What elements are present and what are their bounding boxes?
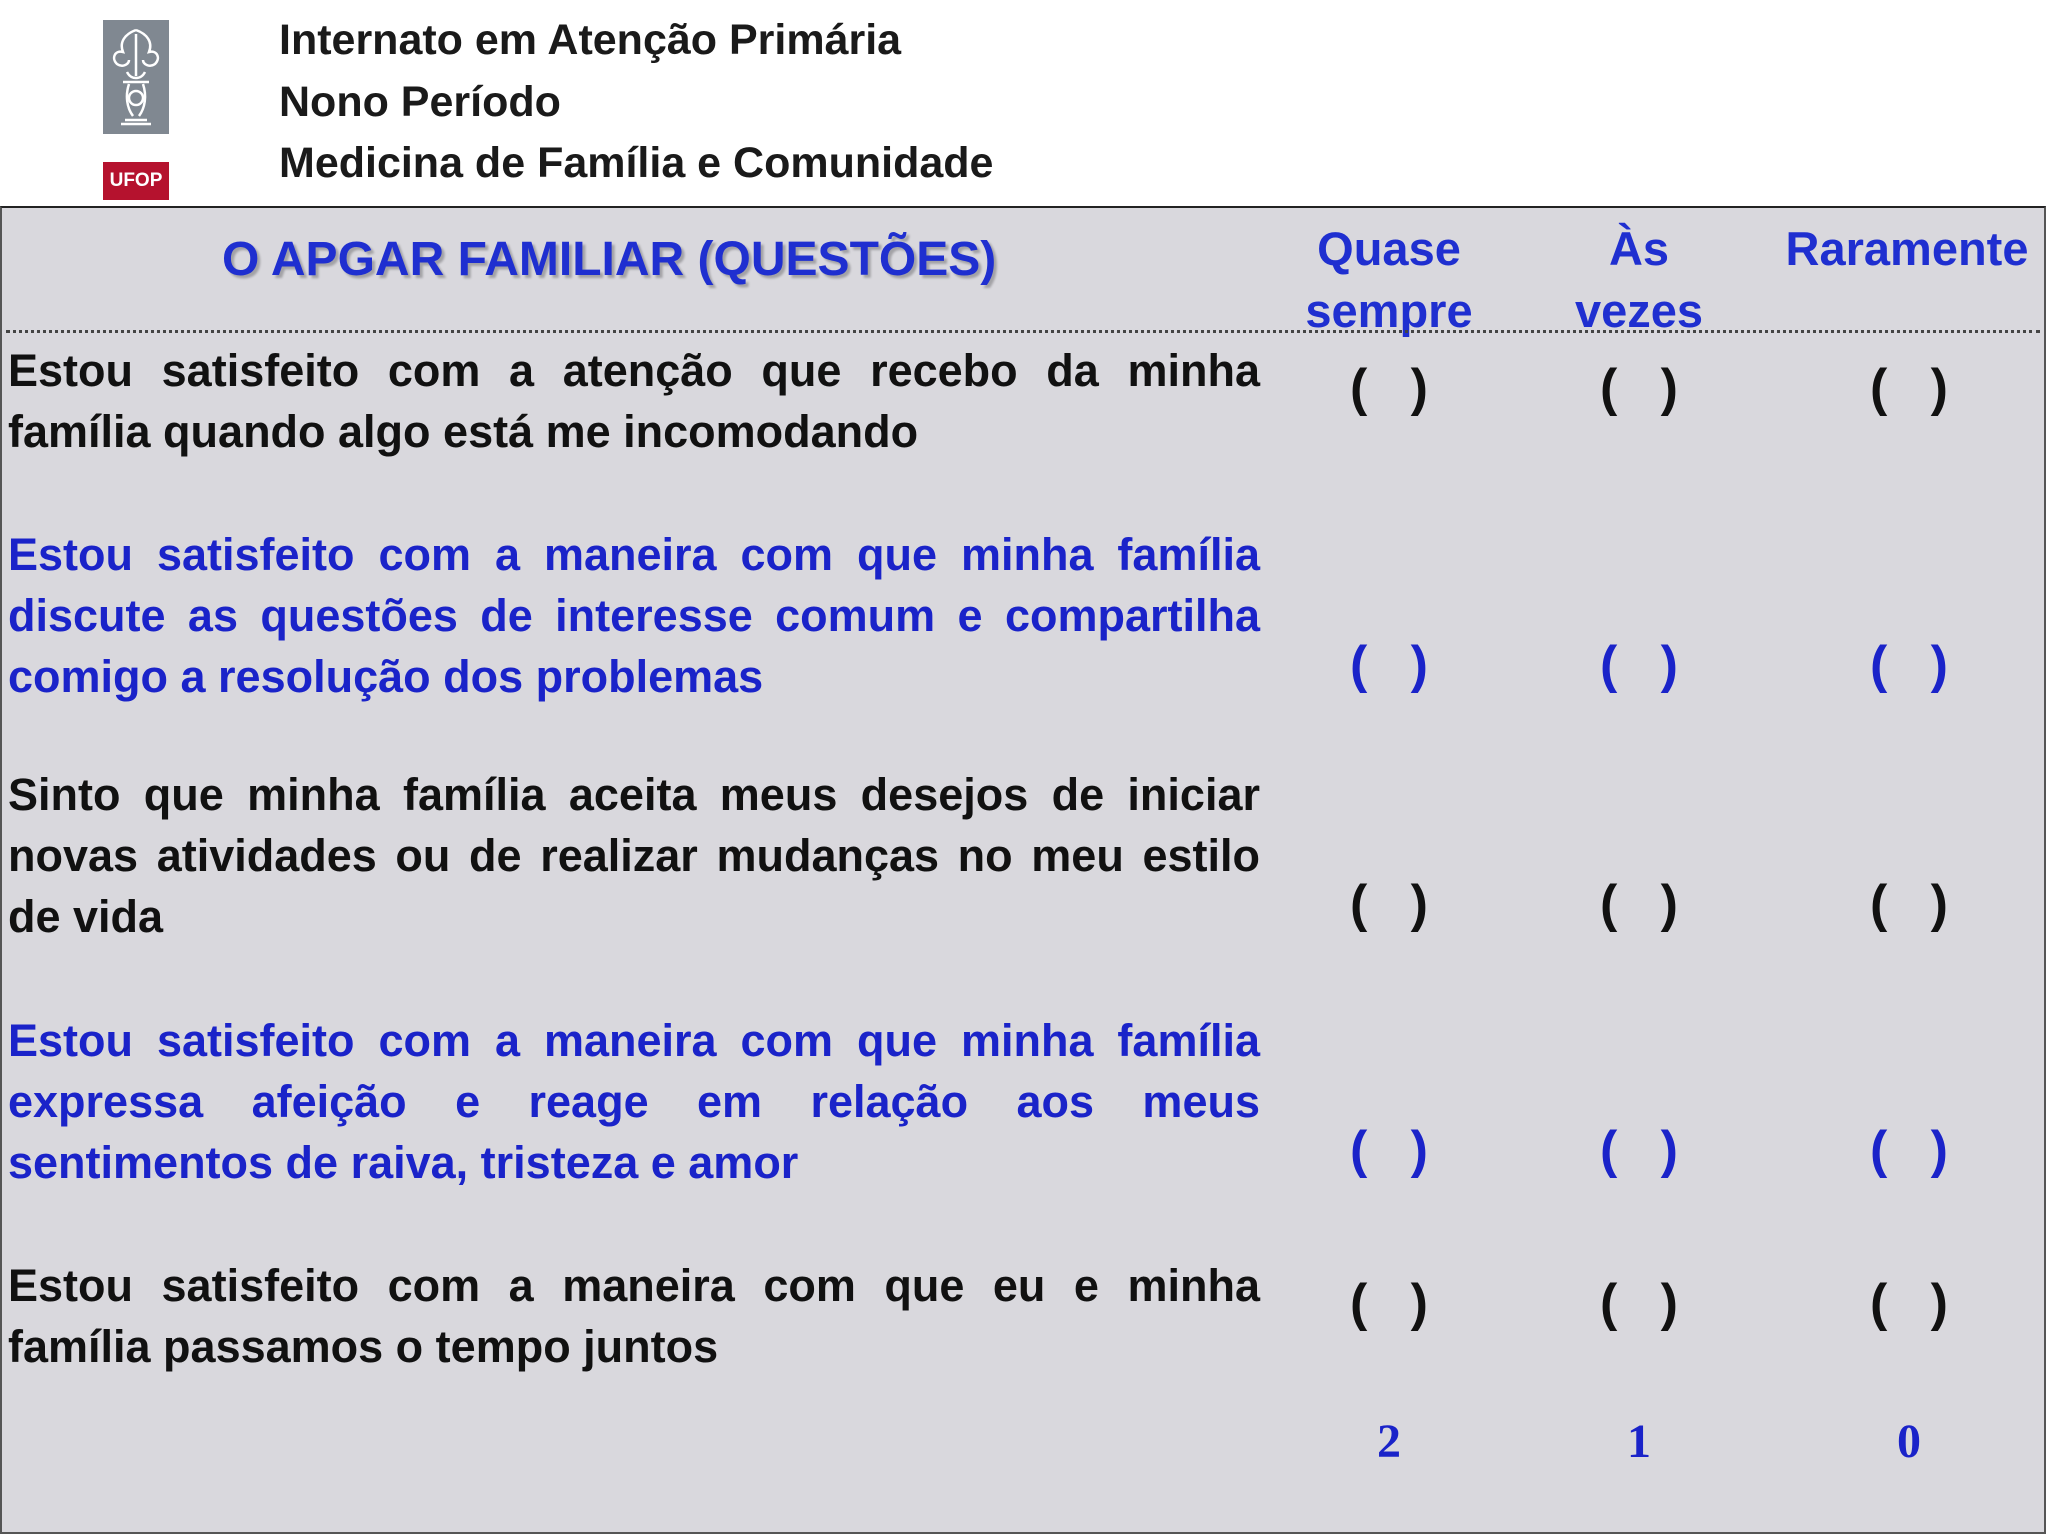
- apgar-panel: [0, 206, 2046, 1534]
- header-divider: [6, 330, 2040, 333]
- option-q5-as-vezes[interactable]: ( ): [1600, 1274, 1678, 1332]
- option-q3-raramente[interactable]: ( ): [1870, 875, 1948, 933]
- column-header-line: Às: [1608, 222, 1670, 275]
- option-q3-quase-sempre[interactable]: ( ): [1350, 875, 1428, 933]
- option-q2-raramente[interactable]: ( ): [1870, 636, 1948, 694]
- column-header-quase-sempre: [1264, 218, 1514, 342]
- option-q2-as-vezes[interactable]: ( ): [1600, 636, 1678, 694]
- option-q4-raramente[interactable]: ( ): [1870, 1121, 1948, 1179]
- option-q5-raramente[interactable]: ( ): [1870, 1274, 1948, 1332]
- option-q3-as-vezes[interactable]: ( ): [1600, 875, 1678, 933]
- ufop-logo: [103, 20, 169, 191]
- column-header-line: vezes: [1574, 284, 1704, 337]
- question-5: Estou satisfeito com a maneira com que eu e minha família passamos o tempo juntos: [8, 1260, 1260, 1372]
- header-line-3: Medicina de Família e Comunidade: [279, 139, 994, 187]
- header-line-1: Internato em Atenção Primária: [279, 16, 902, 64]
- column-header-line: Quase: [1317, 222, 1461, 275]
- option-q1-quase-sempre[interactable]: ( ): [1350, 359, 1428, 417]
- question-4: Estou satisfeito com a maneira com que minha família expressa afeição e reage em relação aos meus sentimentos de raiva, tristeza e amor: [8, 1015, 1260, 1188]
- column-header-raramente: [1762, 218, 2048, 280]
- score-as-vezes: 1: [1627, 1415, 1651, 1468]
- option-q4-quase-sempre[interactable]: ( ): [1350, 1121, 1428, 1179]
- question-2: Estou satisfeito com a maneira com que minha família discute as questões de interesse comum e compartilha comigo a resolução dos problemas: [8, 529, 1260, 702]
- score-raramente: 0: [1897, 1415, 1921, 1468]
- option-q1-as-vezes[interactable]: ( ): [1600, 359, 1678, 417]
- option-q1-raramente[interactable]: ( ): [1870, 359, 1948, 417]
- header-line-2: Nono Período: [279, 78, 561, 126]
- panel-title: O APGAR FAMILIAR (QUESTÕES): [222, 233, 997, 286]
- column-header-line: sempre: [1305, 284, 1473, 337]
- question-3: Sinto que minha família aceita meus desejos de iniciar novas atividades ou de realizar mudanças no meu estilo de vida: [8, 769, 1260, 942]
- score-quase-sempre: 2: [1377, 1415, 1401, 1468]
- option-q4-as-vezes[interactable]: ( ): [1600, 1121, 1678, 1179]
- ufop-emblem-icon: [103, 20, 169, 134]
- column-header-line: Raramente: [1785, 222, 2029, 275]
- column-header-as-vezes: [1514, 218, 1764, 342]
- question-1: Estou satisfeito com a atenção que recebo da minha família quando algo está me incomodando: [8, 345, 1260, 457]
- ufop-badge: UFOP: [103, 162, 169, 200]
- option-q2-quase-sempre[interactable]: ( ): [1350, 636, 1428, 694]
- option-q5-quase-sempre[interactable]: ( ): [1350, 1274, 1428, 1332]
